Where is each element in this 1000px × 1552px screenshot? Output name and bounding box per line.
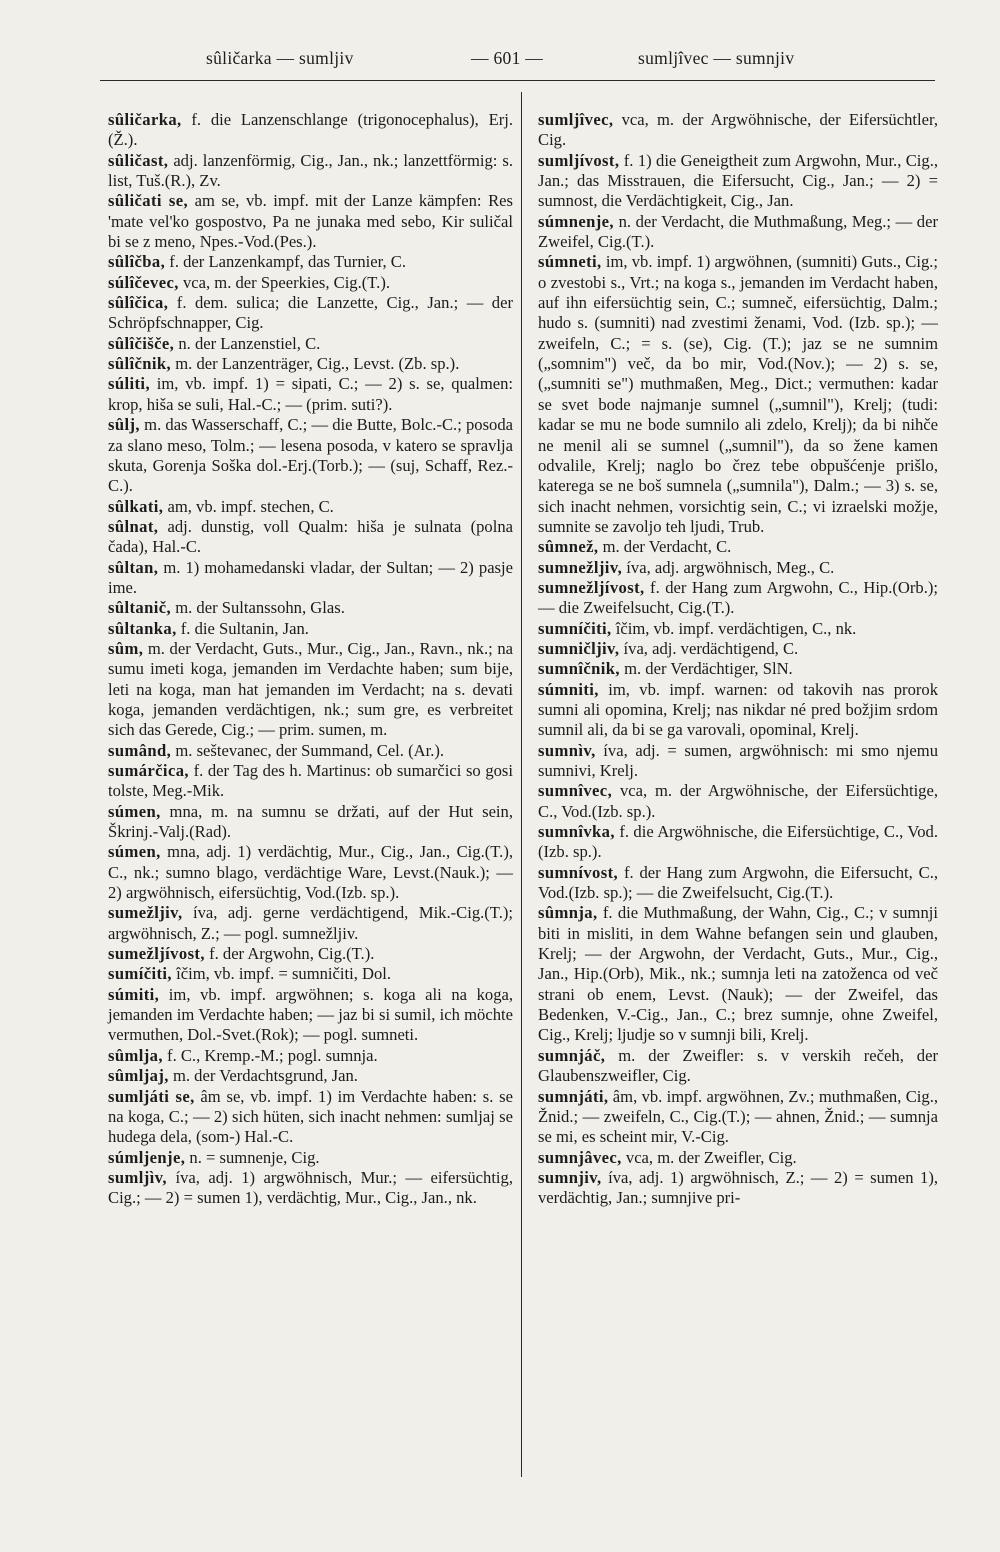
dictionary-entry [108, 985, 513, 1046]
dictionary-entry [108, 151, 513, 192]
entry-definition: n. = sumnenje, Cig. [185, 1147, 320, 1167]
dictionary-entry [538, 1168, 938, 1209]
entry-headword: sûlj, [108, 415, 140, 435]
column-divider [521, 92, 522, 1477]
entry-definition: f. dem. sulica; die Lanzette, Cig., Jan.; — der Schröpfschnapper, Cig. [108, 293, 513, 333]
dictionary-entry [538, 822, 938, 863]
entry-headword: sumárčica, [108, 761, 189, 780]
entry-headword: sûmljaj, [108, 1066, 169, 1086]
entry-headword: sumljívost, [538, 150, 620, 170]
entry-definition: m. der Verdacht, Guts., Mur., Cig., Jan., Ravn., nk.; na sumu imeti koga, jemanden im Verdachte haben; sum bije, leti na koga, man hat jemanden im Verdacht; na s. devati koga, jemanden verdächtigen, nk.; sum gre, es verbreitet sich das Gerede, Cig.; — prim. sumen, m. [108, 638, 513, 740]
entry-definition: íva, adj. argwöhnisch, Meg., C. [622, 557, 835, 577]
entry-definition: f. die Muthmaßung, der Wahn, Cig., C.; v sumnji biti in misliti, in dem Wahne befangen sein und glauben, Krelj; — der Argwohn, der Verdacht, Guts., Mur., Cig., Jan., Hip.(Orb), Mik., nk.; sumnja leti na zatoženca od več strani ob enem, Levst. (Nauk); — der Zweifel, das Bedenken, V.-Cig., Jan., C.; brez sumnje, ohne Zweifel, Cig., Krelj; ljudje so v sumnji bili, Krelj. [538, 903, 938, 1045]
dictionary-entry [538, 741, 938, 782]
entry-definition: f. 1) die Geneigtheit zum Argwohn, Mur., Cig., Jan.; das Misstrauen, die Eifersucht, Cig., Jan.; — 2) = sumnost, die Verdächtigkeit, Cig., Jan. [538, 150, 938, 211]
entry-headword: sûmlja, [108, 1045, 163, 1065]
entry-headword: súmnenje, [538, 211, 614, 231]
entry-definition: m. der Verdächtiger, SlN. [619, 659, 793, 679]
dictionary-entry [108, 842, 513, 903]
dictionary-entry [538, 212, 938, 253]
entry-definition: f. der Argwohn, Cig.(T.). [204, 944, 375, 964]
entry-definition: am, vb. impf. stechen, C. [163, 496, 334, 516]
dictionary-entry [538, 558, 938, 578]
dictionary-entry [108, 517, 513, 558]
dictionary-entry [108, 374, 513, 415]
dictionary-entry [108, 761, 513, 802]
entry-definition: n. der Verdacht, die Muthmaßung, Meg.; — der Zweifel, Cig.(T.). [538, 211, 938, 252]
entry-headword: sûmnež, [538, 537, 599, 557]
entry-headword: sûlkati, [108, 496, 164, 516]
dictionary-entry [108, 293, 513, 334]
dictionary-entry [108, 110, 513, 151]
entry-headword: sumând, [108, 740, 172, 760]
dictionary-entry [108, 619, 513, 639]
dictionary-entry [538, 252, 938, 537]
entry-definition: f. die Sultanin, Jan. [176, 618, 309, 638]
entry-definition: îčim, vb. impf. verdächtigen, C., nk. [611, 618, 857, 638]
dictionary-entry [108, 598, 513, 618]
dictionary-entry [538, 680, 938, 741]
entry-headword: sumljîvec, [538, 110, 614, 129]
dictionary-entry [538, 659, 938, 679]
entry-definition: adj. lanzenförmig, Cig., Jan., nk.; lanzettförmig: s. list, Tuš.(R.), Zv. [108, 150, 513, 191]
header-rule [100, 80, 935, 81]
dictionary-entry [538, 639, 938, 659]
entry-definition: mna, adj. 1) verdächtig, Mur., Cig., Jan., Cig.(T.), C., nk.; sumno blago, verdächtige Ware, Levst.(Nauk.); — 2) argwöhnisch, eifersüchtig, Vod.(Izb. sp.). [108, 842, 513, 903]
entry-definition: m. der Zweifler: s. v verskih rečeh, der Glaubenszweifler, Cig. [538, 1045, 938, 1086]
left-column [108, 110, 513, 1209]
entry-headword: sumnjáti, [538, 1086, 609, 1106]
entry-headword: súmneti, [538, 252, 602, 272]
entry-definition: âm se, vb. impf. 1) im Verdachte haben: s. se na koga, C.; — 2) sich hüten, sich inacht nehmen: sumljaj se hudega dela, (som-) Hal.-C. [108, 1086, 513, 1147]
dictionary-entry [108, 415, 513, 496]
page-number: — 601 — [471, 48, 544, 68]
entry-headword: sûm, [108, 638, 144, 658]
dictionary-entry [538, 1087, 938, 1148]
dictionary-entry [538, 578, 938, 619]
entry-definition: âm, vb. impf. argwöhnen, Zv.; muthmaßen, Cig., Žnid.; — zweifeln, C., Cig.(T.); — ahnen, Žnid.; — sumnja se mi, es scheint mir, V.-Cig. [538, 1086, 938, 1147]
entry-definition: f. C., Kremp.-M.; pogl. sumnja. [162, 1045, 378, 1065]
entry-definition: vca, m. der Argwöhnische, der Eifersüchtige, C., Vod.(Izb. sp.). [538, 781, 938, 821]
dictionary-entry [108, 273, 513, 293]
entry-headword: súmniti, [538, 679, 599, 699]
entry-headword: sumnjâvec, [538, 1147, 622, 1167]
entry-definition: m. der Sultanssohn, Glas. [171, 598, 345, 618]
entry-headword: sumežljiv, [108, 903, 183, 923]
entry-definition: íva, adj. 1) argwöhnisch, Mur.; — eifersüchtig, Cig.; — 2) = sumen 1), verdächtig, Mur., Cig., Jan., nk. [108, 1167, 513, 1208]
entry-headword: sumljáti se, [108, 1086, 195, 1106]
dictionary-entry [108, 354, 513, 374]
entry-headword: sumnjiv, [538, 1167, 602, 1187]
running-header [100, 48, 935, 78]
entry-headword: sûlîčišče, [108, 333, 175, 353]
right-column [538, 110, 938, 1209]
entry-headword: sûličast, [108, 150, 169, 170]
entry-headword: sûličarka, [108, 110, 182, 129]
entry-definition: vca, m. der Speerkies, Cig.(T.). [178, 272, 391, 292]
entry-headword: sûmnja, [538, 903, 598, 923]
entry-headword: sumnežljívost, [538, 577, 645, 597]
entry-definition: f. der Lanzenkampf, das Turnier, C. [165, 252, 406, 272]
dictionary-entry [108, 741, 513, 761]
entry-definition: íva, adj. 1) argwöhnisch, Z.; — 2) = sumen 1), verdächtig, Jan.; sumnjive pri- [538, 1167, 938, 1208]
entry-definition: adj. dunstig, voll Qualm: hiša je sulnata (polna čada), Hal.-C. [108, 516, 513, 557]
entry-definition: am se, vb. impf. mit der Lanze kämpfen: Res 'mate vel'ko gospostvo, Pa ne junaka med sebo, Kir suličal bi se z meno, Npes.-Vod.(Pes.). [108, 191, 513, 252]
entry-headword: sumljìv, [108, 1167, 167, 1187]
entry-definition: mna, m. na sumnu se držati, auf der Hut sein, Škrinj.-Valj.(Rad). [108, 801, 513, 842]
entry-headword: sumnîčnik, [538, 659, 620, 679]
entry-headword: sumnežljiv, [538, 557, 623, 577]
entry-headword: sûlnat, [108, 516, 159, 536]
entry-definition: m. der Verdacht, C. [598, 537, 732, 557]
entry-headword: sûlîčba, [108, 252, 166, 272]
entry-headword: sumnìv, [538, 740, 596, 760]
entry-headword: sumnjáč, [538, 1045, 606, 1065]
entry-definition: m. seštevanec, der Summand, Cel. (Ar.). [171, 740, 445, 760]
dictionary-entry [538, 903, 938, 1045]
dictionary-entry [538, 863, 938, 904]
dictionary-entry [108, 1087, 513, 1148]
entry-definition: íva, adj. verdächtigend, C. [619, 638, 799, 658]
entry-headword: sumníčiti, [538, 618, 612, 638]
dictionary-entry [108, 802, 513, 843]
entry-headword: súmen, [108, 842, 161, 862]
entry-headword: sumnîvec, [538, 781, 613, 801]
dictionary-entry [108, 252, 513, 272]
entry-definition: îčim, vb. impf. = sumničiti, Dol. [171, 964, 392, 984]
entry-headword: súmen, [108, 801, 161, 821]
dictionary-entry [538, 151, 938, 212]
entry-headword: sumežljívost, [108, 944, 205, 964]
entry-headword: sûličati se, [108, 191, 189, 211]
entry-definition: f. die Argwöhnische, die Eifersüchtige, C., Vod.(Izb. sp.). [538, 822, 938, 862]
entry-definition: m. das Wasserschaff, C.; — die Butte, Bolc.-C.; posoda za slano meso, Tolm.; — lesena posoda, v katero se spravlja skuta, Gorenja Soška dol.-Erj.(Torb.); — (suj, Schaff, Rez.-C.). [108, 415, 513, 496]
entry-definition: n. der Lanzenstiel, C. [174, 333, 321, 353]
dictionary-entry [108, 497, 513, 517]
dictionary-entry [538, 619, 938, 639]
dictionary-entry [108, 558, 513, 599]
dictionary-entry [538, 110, 938, 151]
entry-headword: sûltan, [108, 557, 159, 577]
entry-definition: vca, m. der Argwöhnische, der Eifersüchtler, Cig. [538, 110, 938, 150]
entry-headword: sumnívost, [538, 862, 619, 882]
entry-definition: m. 1) mohamedanski vladar, der Sultan; — 2) pasje ime. [108, 557, 513, 597]
dictionary-entry [108, 1066, 513, 1086]
entry-headword: sumnîvka, [538, 822, 615, 842]
entry-definition: f. der Hang zum Argwohn, C., Hip.(Orb.); — die Zweifelsucht, Cig.(T.). [538, 577, 938, 618]
dictionary-entry [108, 1148, 513, 1168]
dictionary-entry [108, 944, 513, 964]
entry-definition: im, vb. impf. 1) = sipati, C.; — 2) s. se, qualmen: krop, hiša se suli, Hal.-C.; — (prim. suti?). [108, 374, 513, 414]
entry-definition: im, vb. impf. warnen: od takovih nas prorok sumni ali opomina, Krelj; nas nikdar né pred božjim srdom sumnil ali, da bi se ga varovali, opominal, Krelj. [538, 679, 938, 740]
entry-headword: súlîčevec, [108, 272, 179, 292]
dictionary-entry [108, 964, 513, 984]
entry-definition: im, vb. impf. 1) argwöhnen, (sumniti) Guts., Cig.; o zvestobi s., Vrt.; na koga s., jemanden im Verdacht haben, auf ihn eifersüchtig sein, C.; sumneč, eifersüchtig, Dalm.; hudo s. (sumniti) nad zvestimi ženami, Vod. (Izb. sp.); — zweifeln, C.; = s. (se), Cig. (T.); jaz se ne sumnim („somnim") več, da bo mir, Vod.(Nov.); — 2) s. se, („sumniti se") muthmaßen, Meg., Dict.; vermuthen: kadar se svet bode najmanje sumnel („sumnil"), Krelj; (tudi: kadar se mu ne bode sumnilo ali zdelo, Krelj); da bi nihče ne menil ali se sumnel („sumnil"), da so žene kamen odvalile, Krelj; naglo bo črez tebe obpušćenje prišlo, katerega se ne boš sumnela („sumnila"), Dalm.; — 3) s. se, sich inacht nehmen, vorsichtig sein, C.; vi izraelski možje, sumnite se zavoljo teh ljudi, Trub. [538, 252, 938, 536]
dictionary-entry [538, 1148, 938, 1168]
dictionary-entry [108, 1168, 513, 1209]
entry-definition: f. der Hang zum Argwohn, die Eifersucht, C., Vod.(Izb. sp.); — die Zweifelsucht, Cig.(T.). [538, 862, 938, 903]
entry-headword: sûlîčnik, [108, 354, 172, 374]
dictionary-entry [538, 537, 938, 557]
entry-headword: sûlîčica, [108, 293, 169, 313]
header-left-guide-words: sûličarka — sumljiv [206, 48, 354, 68]
dictionary-entry [108, 1046, 513, 1066]
entry-headword: sûltanka, [108, 618, 177, 638]
entry-headword: sûltanič, [108, 598, 172, 618]
entry-headword: súmljenje, [108, 1147, 186, 1167]
dictionary-entry [108, 903, 513, 944]
entry-definition: im, vb. impf. argwöhnen; s. koga ali na koga, jemanden im Verdachte haben; — jaz bi si sumil, ich möchte vermuthen, Dol.-Svet.(Rok); — pogl. sumneti. [108, 984, 513, 1045]
entry-definition: f. der Tag des h. Martinus: ob sumarčici so gosi tolste, Meg.-Mik. [108, 761, 513, 801]
entry-definition: íva, adj. gerne verdächtigend, Mik.-Cig.(T.); argwöhnisch, Z.; — pogl. sumnežljiv. [108, 903, 513, 943]
dictionary-entry [538, 781, 938, 822]
entry-definition: íva, adj. = sumen, argwöhnisch: mi smo njemu sumnivi, Krelj. [538, 740, 938, 780]
entry-definition: m. der Lanzenträger, Cig., Levst. (Zb. sp.). [171, 354, 460, 374]
entry-definition: vca, m. der Zweifler, Cig. [621, 1147, 797, 1167]
entry-headword: súmiti, [108, 984, 160, 1004]
entry-headword: sumíčiti, [108, 964, 172, 984]
dictionary-entry [108, 334, 513, 354]
dictionary-entry [538, 1046, 938, 1087]
header-right-guide-words: sumljîvec — sumnjiv [638, 48, 795, 68]
entry-definition: f. die Lanzenschlange (trigonocephalus), Erj.(Ž.). [108, 110, 513, 150]
entry-definition: m. der Verdachtsgrund, Jan. [168, 1066, 358, 1086]
dictionary-entry [108, 191, 513, 252]
entry-headword: súliti, [108, 374, 150, 394]
dictionary-entry [108, 639, 513, 741]
entry-headword: sumničljiv, [538, 638, 620, 658]
